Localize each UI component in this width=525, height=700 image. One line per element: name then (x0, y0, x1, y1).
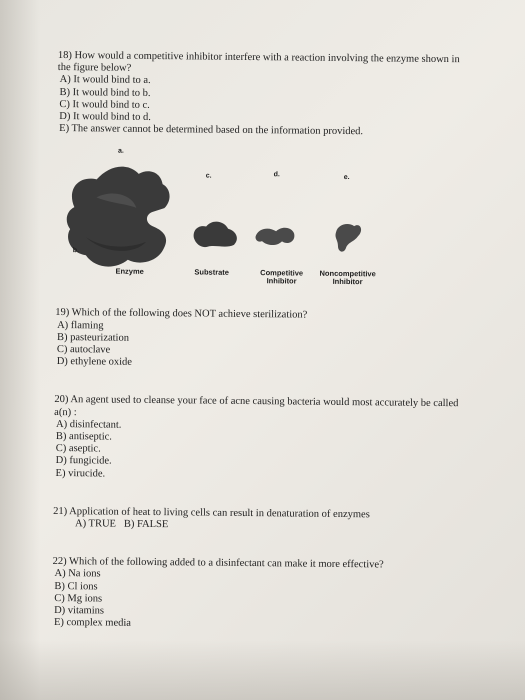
q22-option-d: D) vitamins (54, 605, 105, 617)
question-22 (52, 556, 508, 634)
question-21 (53, 506, 508, 535)
label-e: e. (343, 174, 350, 182)
caption-competitive-line2: Inhibitor (266, 276, 297, 286)
q19-option-d: D) ethylene oxide (56, 356, 133, 369)
q18-option-a: A) It would bind to a. (59, 74, 151, 87)
q18-option-c: C) It would bind to c. (59, 98, 150, 111)
q22-option-b: B) Cl ions (54, 580, 98, 593)
q20-option-e: E) virucide. (55, 467, 106, 480)
noncompetitive-inhibitor-shape (335, 224, 361, 252)
q18-option-d: D) It would bind to d. (59, 111, 151, 123)
question-18 (57, 50, 513, 140)
question-19 (55, 307, 511, 373)
q18-stem-line2: the figure below? (57, 62, 132, 74)
label-b: b. (72, 247, 80, 255)
caption-enzyme: Enzyme (115, 267, 144, 277)
q20-stem-line1: 20) An agent used to cleanse your face of acne causing bacteria would most accurately be called (54, 394, 459, 410)
caption-substrate: Substrate (194, 267, 230, 278)
label-a: a. (117, 148, 124, 156)
label-d: d. (273, 171, 280, 179)
q19-stem: 19) Which of the following does NOT achieve sterilization? (55, 307, 308, 322)
caption-competitive-inhibitor (252, 269, 312, 286)
enzyme-figure (56, 137, 513, 292)
q20-option-a: A) disinfectant. (56, 418, 122, 431)
q20-option-b: B) antiseptic. (55, 431, 113, 443)
caption-noncompetitive-line1: Noncompetitive (319, 269, 376, 279)
label-c: c. (205, 172, 212, 181)
q18-stem-line1: 18) How would a competitive inhibitor interfere with a reaction involving the enzyme shown in (57, 50, 460, 66)
caption-noncompetitive-inhibitor (312, 270, 384, 287)
q20-option-d: D) fungicide. (55, 455, 112, 468)
q18-option-e: E) The answer cannot be determined based on the information provided. (59, 123, 364, 138)
q22-option-e: E) complex media (53, 617, 132, 630)
competitive-inhibitor-shape (255, 228, 294, 246)
caption-competitive-line1: Competitive (260, 268, 304, 279)
caption-noncompetitive-line2: Inhibitor (332, 277, 363, 287)
q20-stem-line2: a(n) : (54, 406, 77, 418)
q18-option-b: B) It would bind to b. (59, 86, 151, 99)
q22-option-c: C) Mg ions (54, 592, 103, 605)
q21-options: A) TRUE B) FALSE (74, 518, 169, 531)
worksheet-page (52, 50, 513, 634)
question-20 (53, 394, 509, 484)
q19-option-b: B) pasteurization (56, 331, 130, 344)
q22-stem: 22) Which of the following added to a disinfectant can make it more effective? (52, 556, 384, 571)
q21-stem: 21) Application of heat to living cells can result in denaturation of enzymes (53, 505, 370, 521)
q19-option-a: A) flaming (57, 319, 104, 332)
q19-option-c: C) autoclave (56, 344, 111, 356)
q22-option-a: A) Na ions (54, 568, 101, 580)
page-shadow-left (0, 0, 40, 700)
page-shadow-bottom (0, 640, 525, 700)
q20-option-c: C) aseptic. (55, 443, 101, 455)
substrate-shape (194, 222, 238, 248)
